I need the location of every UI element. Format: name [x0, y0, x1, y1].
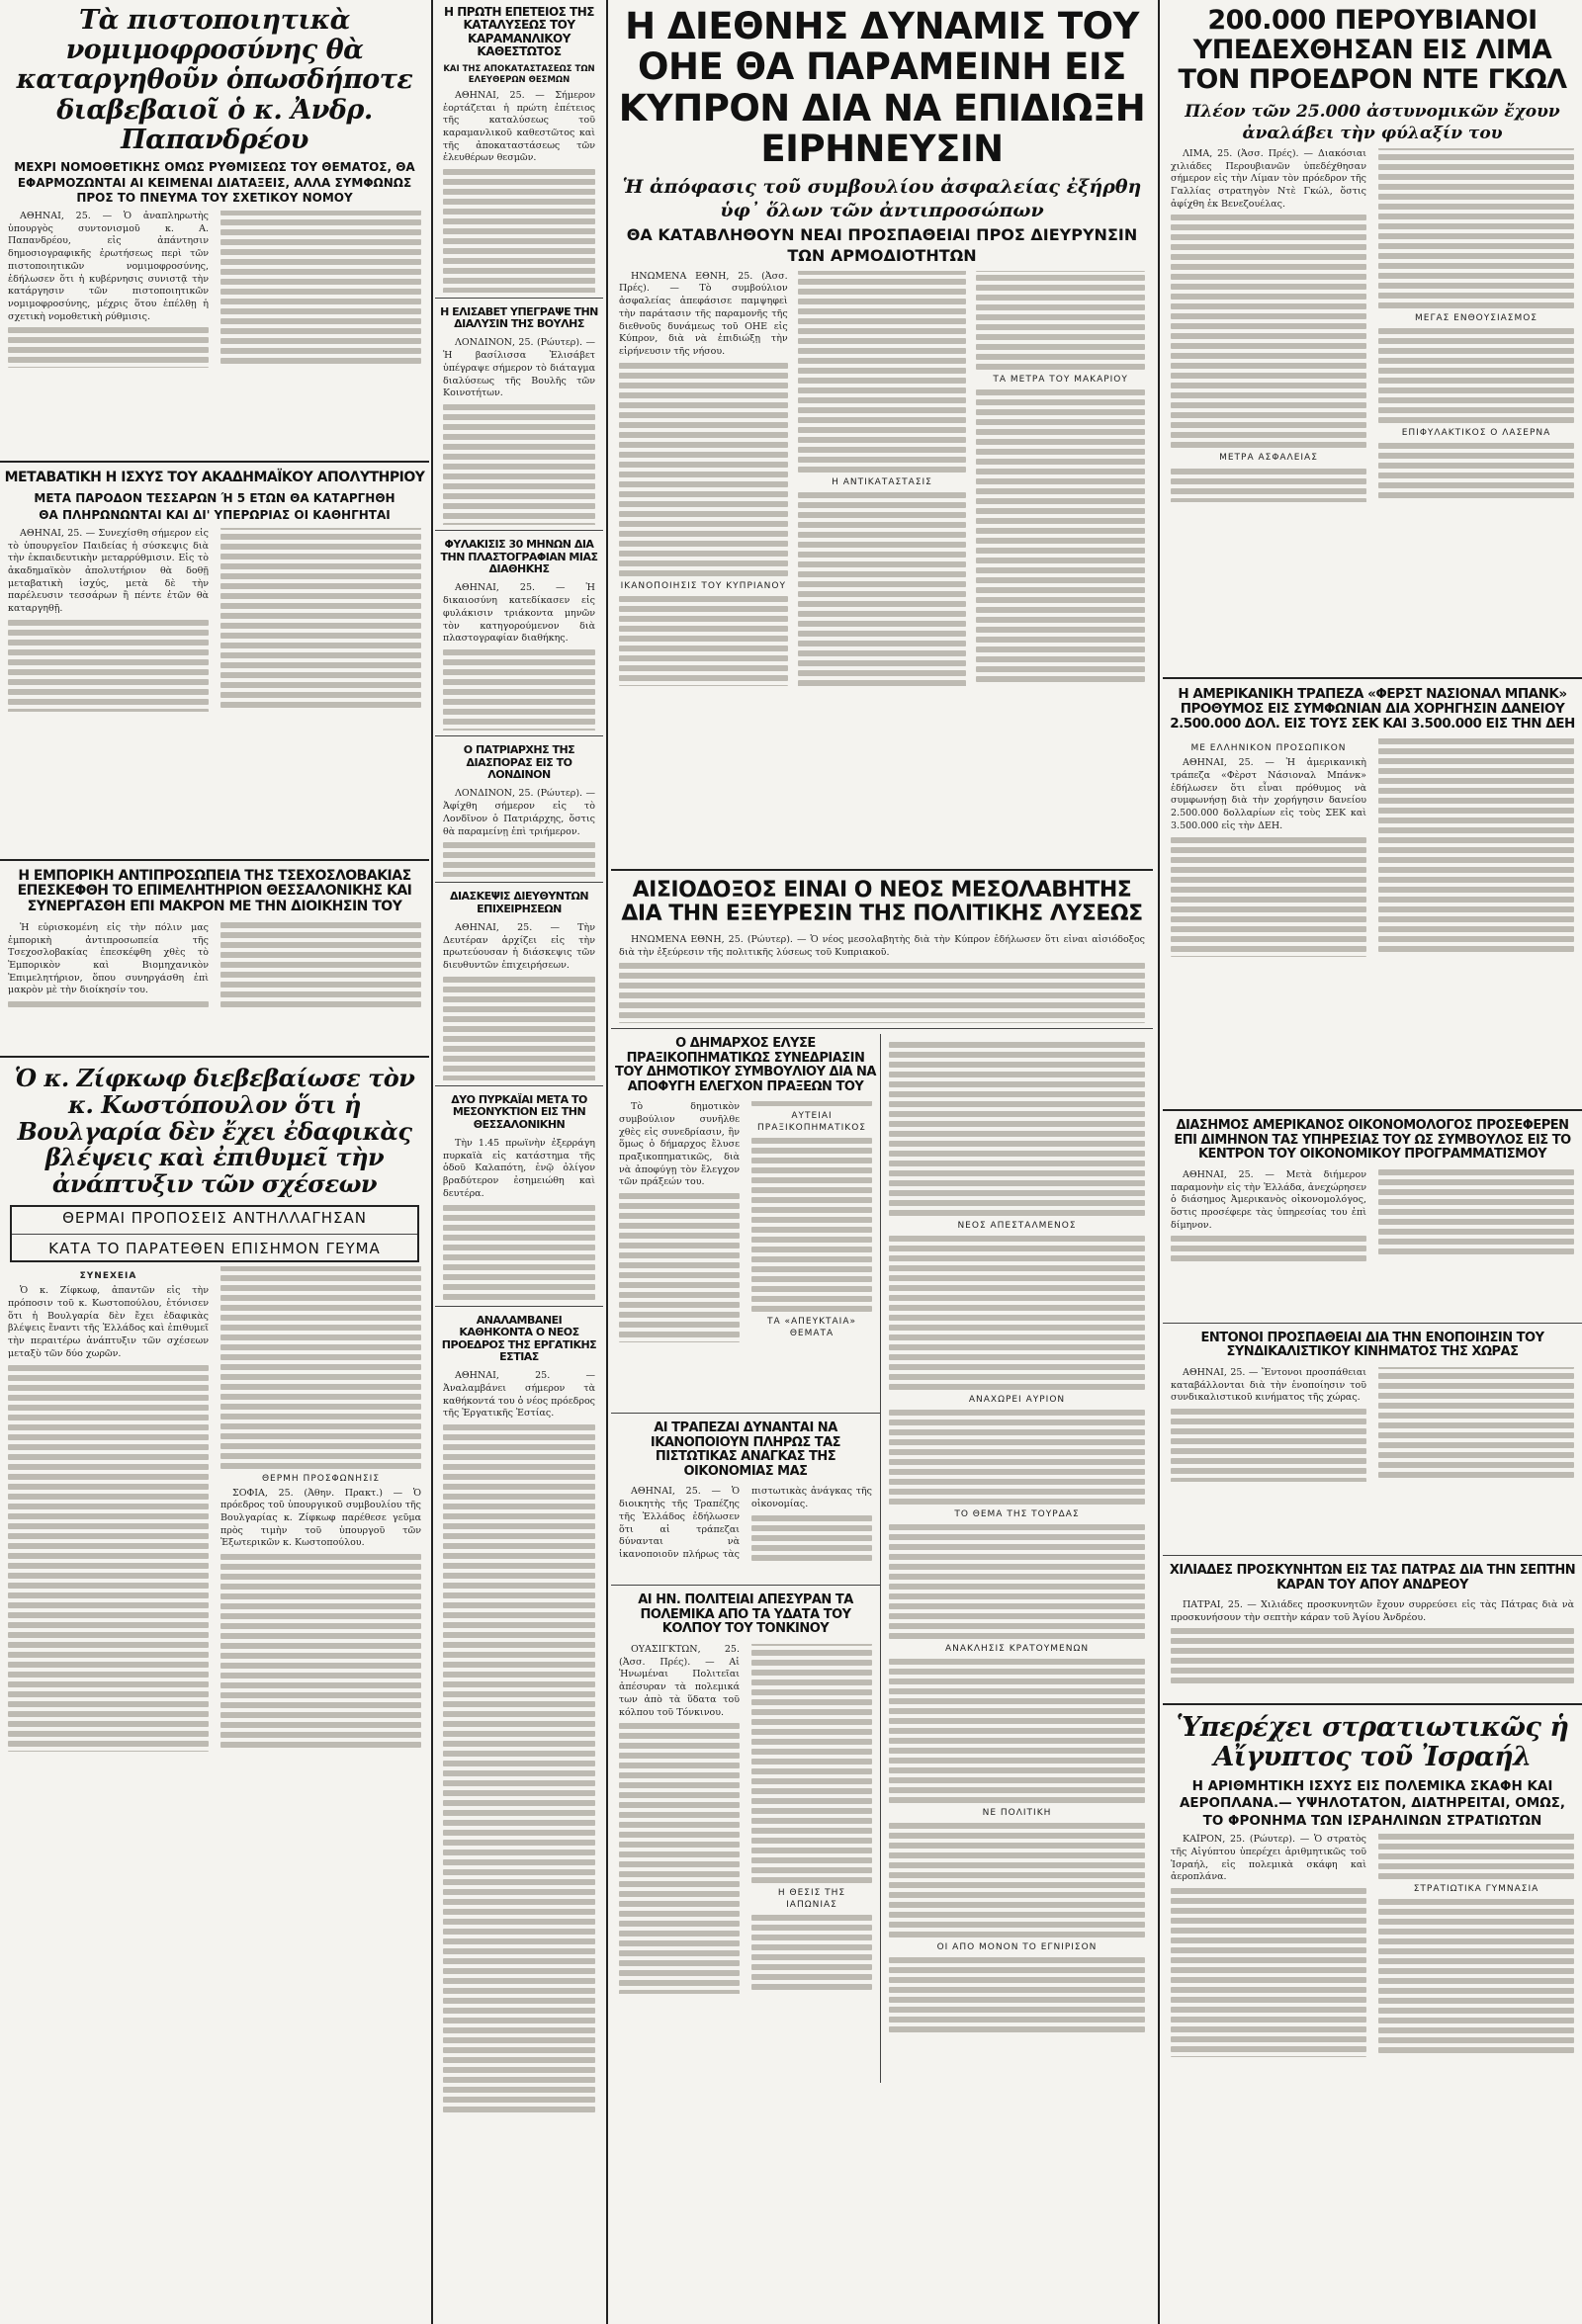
article-text: Ὁ κ. Ζίφκωφ, ἀπαντῶν εἰς τὴν πρόποσιν τοῦ κ. Κωστοπούλου, ἐτόνισεν ὅτι ἡ Βουλγαρία δὲν ἔχει ἐδαφικὰς βλέψεις ἔναντι τῆς Ἑλλάδος καὶ ἐπιθυμεῖ τὴν περαιτέρω ἀνάπτυξιν τῶν σχέσεων μεταξὺ τῶν δύο χωρῶν.	[8, 1285, 209, 1359]
column-rule	[606, 0, 608, 2324]
article-body-unions	[1171, 1367, 1574, 1550]
article-subtitle-egypt: Η ΑΡΙΘΜΗΤΙΚΗ ΙΣΧΥΣ ΕΙΣ ΠΟΛΕΜΙΚΑ ΣΚΑΦΗ ΚΑΙ ΑΕΡΟΠΛΑΝΑ.— ΥΨΗΛΟΤΑΤΟΝ, ΔΙΑΤΗΡΕΙΤΑΙ, ΟΜΩΣ, ΤΟ ΦΡΟΝΗΜΑ ΤΩΝ ΙΣΡΑΗΛΙΝΩΝ ΣΤΡΑΤΙΩΤΩΝ	[1179, 1777, 1566, 1829]
section-minihead: ΜΕ ΕΛΛΗΝΙΚΟΝ ΠΡΟΣΩΠΙΚΟΝ	[1190, 743, 1347, 754]
section-divider	[611, 869, 1153, 871]
article-title-academy: ΜΕΤΑΒΑΤΙΚΗ Η ΙΣΧΥΣ ΤΟΥ ΑΚΑΔΗΜΑΪΚΟΥ ΑΠΟΛΥΤΗΡΙΟΥ	[4, 469, 425, 485]
article-body-patras	[1171, 1599, 1574, 1698]
article-body-mediator	[619, 934, 1145, 1023]
section-minihead: Η ΑΝΤΙΚΑΤΑΣΤΑΣΙΣ	[832, 477, 932, 488]
article-title-loan: Η ΑΜΕΡΙΚΑΝΙΚΗ ΤΡΑΠΕΖΑ «ΦΕΡΣΤ ΝΑΣΙΟΝΑΛ ΜΠΑΝΚ» ΠΡΟΘΥΜΟΣ ΕΙΣ ΣΥΜΦΩΝΙΑΝ ΔΙΑ ΧΟΡΗΓΗΣΙΝ ΔΑΝΕΙΟΥ 2.500.000 ΔΟΛ. ΕΙΣ ΤΟΥΣ ΣΕΚ ΚΑΙ 3.500.000 ΕΙΣ ΤΗΝ ΔΕΗ	[1170, 685, 1575, 732]
article-subtitle-certificates: ΜΕΧΡΙ ΝΟΜΟΘΕΤΙΚΗΣ ΟΜΩΣ ΡΥΘΜΙΣΕΩΣ ΤΟΥ ΘΕΜΑΤΟΣ, ΘΑ ΕΦΑΡΜΟΖΩΝΤΑΙ ΑΙ ΚΕΙΜΕΝΑΙ ΔΙΑΤΑΞΕΙΣ, ΑΛΛΑ ΣΥΜΦΩΝΩΣ ΠΡΟΣ ΤΟ ΠΝΕΥΜΑ ΤΟΥ ΣΧΕΤΙΚΟΥ ΝΟΜΟΥ	[14, 160, 415, 206]
article-text: ΛΟΝΔΙΝΟΝ, 25. (Ρώυτερ). — Ἡ βασίλισσα Ἐλισάβετ ὑπέγραψε σήμερον τὸ διάταγμα διαλύσεως τῆς Βουλῆς τῶν Κοινοτήτων.	[443, 337, 595, 399]
text-lines	[443, 649, 595, 731]
section-divider	[1163, 677, 1582, 679]
section-minihead: ΜΕΓΑΣ ΕΝΘΟΥΣΙΑΣΜΟΣ	[1415, 312, 1538, 323]
text-lines	[619, 963, 1145, 1023]
text-lines	[889, 1236, 1145, 1390]
article-body-queen	[443, 337, 595, 525]
text-lines	[619, 363, 788, 576]
text-lines	[889, 1042, 1145, 1216]
section-divider	[611, 1028, 1153, 1029]
article-body-certificates	[8, 211, 421, 456]
section-divider	[611, 1585, 880, 1586]
article-body-egypt	[1171, 1834, 1574, 2160]
continuation-label: ΣΥΝΕΧΕΙΑ	[79, 1271, 137, 1282]
subtitle-box	[10, 1205, 419, 1262]
section-divider	[1163, 1703, 1582, 1705]
section-divider	[435, 1085, 603, 1086]
column-right	[1163, 0, 1582, 2324]
article-body-workers	[443, 1370, 595, 2181]
article-text: ΑΘΗΝΑΙ, 25. — Τὴν Δευτέραν ἀρχίζει εἰς τὴν πρωτεύουσαν ἡ διάσκεψις τῶν διευθυντῶν ἐπιχειρήσεων.	[443, 921, 595, 972]
column-center	[611, 0, 1153, 2324]
text-lines	[1378, 1899, 1574, 2053]
text-lines	[1378, 443, 1574, 498]
section-divider	[0, 859, 429, 861]
article-text: ΠΑΤΡΑΙ, 25. — Χιλιάδες προσκυνητῶν ἔχουν συρρεύσει εἰς τὰς Πάτρας διὰ νὰ προσκυνήσουν τὴν σεπτὴν κάραν τοῦ Ἁγίου Ἀνδρέου.	[1171, 1599, 1574, 1623]
section-minihead: ΑΝΑΧΩΡΕΙ ΑΥΡΙΟΝ	[968, 1395, 1066, 1406]
column-narrow	[435, 0, 603, 2324]
text-lines	[889, 1823, 1145, 1937]
text-lines	[751, 1915, 872, 1990]
article-title-tonkin: ΑΙ ΗΝ. ΠΟΛΙΤΕΙΑΙ ΑΠΕΣΥΡΑΝ ΤΑ ΠΟΛΕΜΙΚΑ ΑΠΟ ΤΑ ΥΔΑΤΑ ΤΟΥ ΚΟΛΠΟΥ ΤΟΥ ΤΟΝΚΙΝΟΥ	[638, 1592, 853, 1637]
text-lines	[443, 404, 595, 525]
text-lines	[1171, 215, 1366, 448]
section-minihead: ΝΕ ΠΟΛΙΤΙΚΗ	[982, 1808, 1052, 1819]
section-minihead: ΤΑ ΜΕΤΡΑ ΤΟΥ ΜΑΚΑΡΙΟΥ	[993, 375, 1128, 386]
article-title-unions: ΕΝΤΟΝΟΙ ΠΡΟΣΠΑΘΕΙΑΙ ΔΙΑ ΤΗΝ ΕΝΟΠΟΙΗΣΙΝ ΤΟΥ ΣΥΝΔΙΚΑΛΙΣΤΙΚΟΥ ΚΙΝΗΜΑΤΟΣ ΤΗΣ ΧΩΡΑΣ	[1200, 1330, 1544, 1360]
section-divider	[1163, 1555, 1582, 1556]
article-body-un-force	[619, 271, 1145, 864]
text-lines	[889, 1659, 1145, 1803]
article-subtitle-academy: ΜΕΤΑ ΠΑΡΟΔΟΝ ΤΕΣΣΑΡΩΝ Ή 5 ΕΤΩΝ ΘΑ ΚΑΤΑΡΓΗΘΗ	[34, 490, 396, 505]
article-text: ΣΟΦΙΑ, 25. (Ἀθην. Πρακτ.) — Ὁ πρόεδρος τοῦ ὑπουργικοῦ συμβουλίου τῆς Βουλγαρίας κ. Ζίφκωφ παρέθεσε γεῦμα πρὸς τιμὴν τοῦ ὑπουργοῦ τῶν Ἐξωτερικῶν κ. Κωστοπούλου.	[220, 1487, 421, 1549]
article-title-certificates: Τὰ πιστοποιητικὰ νομιμοφροσύνης θὰ καταργηθοῦν ὁπωσδήποτε διαβεβαιοῖ ὁ κ. Ἀνδρ. Παπανδρέου	[16, 5, 413, 155]
section-divider	[1163, 1323, 1582, 1324]
article-title-peru: 200.000 ΠΕΡΟΥΒΙΑΝΟΙ ΥΠΕΔΕΧΘΗΣΑΝ ΕΙΣ ΛΙΜΑ ΤΟΝ ΠΡΟΕΔΡΟΝ ΝΤΕ ΓΚΩΛ	[1178, 5, 1567, 96]
section-divider	[435, 735, 603, 736]
article-body-prison	[443, 582, 595, 731]
section-minihead: ΑΥΤΕΙΑΙ ΠΡΑΞΙΚΟΠΗΜΑΤΙΚΟΣ	[757, 1111, 866, 1134]
section-minihead: ΟΙ ΑΠΟ ΜΟΝΟΝ ΤΟ ΕΓΝΙΡΙΣΟΝ	[936, 1942, 1098, 1953]
section-divider	[435, 298, 603, 299]
section-minihead: ΕΠΙΦΥΛΑΚΤΙΚΟΣ Ο ΛΑΣΕΡΝΑ	[1401, 427, 1551, 438]
article-body-cyprus-continued	[889, 1038, 1145, 2036]
column-left	[0, 0, 429, 2324]
column-rule	[1158, 0, 1160, 2324]
article-title-queen: Η ΕΛΙΣΑΒΕΤ ΥΠΕΓΡΑΨΕ ΤΗΝ ΔΙΑΛΥΣΙΝ ΤΗΣ ΒΟΥΛΗΣ	[440, 304, 598, 331]
article-text: Ἡ εὑρισκομένη εἰς τὴν πόλιν μας ἐμπορικὴ ἀντιπροσωπεία τῆς Τσεχοσλοβακίας ἐπεσκέφθη χθὲς τὸ Ἐμπορικὸν καὶ Βιομηχανικὸν Ἐπιμελητήριον, ὅπου συνηργάσθη ἐπὶ μακρὸν μὲ τὴν διοίκησίν του.	[8, 921, 209, 996]
article-title-un-force: Η ΔΙΕΘΝΗΣ ΔΥΝΑΜΙΣ ΤΟΥ ΟΗΕ ΘΑ ΠΑΡΑΜΕΙΝΗ ΕΙΣ ΚΥΠΡΟΝ ΔΙΑ ΝΑ ΕΠΙΔΙΩΞΗ ΕΙΡΗΝΕΥΣΙΝ	[618, 5, 1146, 171]
article-text: ΑΘΗΝΑΙ, 25. — Ἀναλαμβάνει σήμερον τὰ καθήκοντά του ὁ νέος πρόεδρος τῆς Ἐργατικῆς Ἑστίας.	[443, 1370, 595, 1420]
article-title-czech: Η ΕΜΠΟΡΙΚΗ ΑΝΤΙΠΡΟΣΩΠΕΙΑ ΤΗΣ ΤΣΕΧΟΣΛΟΒΑΚΙΑΣ ΕΠΕΣΚΕΦΘΗ ΤΟ ΕΠΙΜΕΛΗΤΗΡΙΟΝ ΘΕΣΣΑΛΟΝΙΚΗΣ ΚΑΙ ΣΥΝΕΡΓΑΣΘΗ ΕΠΙ ΜΑΚΡΟΝ ΜΕ ΤΗΝ ΔΙΟΙΚΗΣΙΝ ΤΟΥ	[17, 867, 412, 915]
article-text: ΑΘΗΝΑΙ, 25. — Συνεχίσθη σήμερον εἰς τὸ ὑπουργεῖον Παιδείας ἡ σύσκεψις διὰ τὴν ἐκπαιδευτικὴν μεταρρύθμισιν. Εἰς τὸ ἀκαδημαϊκὸν ἀπολυτήριον θὰ δοθῇ μεταβατικὴ ἰσχύς, μετὰ δὲ τὴν παρέλευσιν τεσσάρων ἢ πέντε ἐτῶν θὰ καταργηθῇ.	[8, 527, 209, 615]
article-body-peru	[1171, 148, 1574, 672]
text-lines	[220, 1554, 421, 1748]
article-title-managers: ΔΙΑΣΚΕΨΙΣ ΔΙΕΥΘΥΝΤΩΝ ΕΠΙΧΕΙΡΗΣΕΩΝ	[449, 890, 589, 915]
text-lines	[1378, 328, 1574, 423]
article-body-czech	[8, 922, 421, 1051]
text-lines	[443, 1424, 595, 2112]
article-title-mediator: ΑΙΣΙΟΔΟΞΟΣ ΕΙΝΑΙ Ο ΝΕΟΣ ΜΕΣΟΛΑΒΗΤΗΣ ΔΙΑ ΤΗΝ ΕΞΕΥΡΕΣΙΝ ΤΗΣ ΠΟΛΙΤΙΚΗΣ ΛΥΣΕΩΣ	[621, 877, 1143, 927]
article-title-patras: ΧΙΛΙΑΔΕΣ ΠΡΟΣΚΥΝΗΤΩΝ ΕΙΣ ΤΑΣ ΠΑΤΡΑΣ ΔΙΑ ΤΗΝ ΣΕΠΤΗΝ ΚΑΡΑΝ ΤΟΥ ΑΠΟΥ ΑΝΔΡΕΟΥ	[1169, 1562, 1576, 1592]
section-minihead: ΜΕΤΡΑ ΑΣΦΑΛΕΙΑΣ	[1219, 453, 1318, 464]
text-lines	[751, 1515, 872, 1561]
section-minihead: ΙΚΑΝΟΠΟΙΗΣΙΣ ΤΟΥ ΚΥΠΡΙΑΝΟΥ	[620, 580, 786, 591]
article-text: ΑΘΗΝΑΙ, 25. — Ὁ διοικητὴς τῆς Τραπέζης τῆς Ἑλλάδος ἐδήλωσεν ὅτι αἱ τράπεζαι δύνανται νὰ ἱκανοποιοῦν πλήρως τὰς πιστωτικὰς ἀνάγκας τῆς οἰκονομίας.	[619, 1486, 872, 1560]
section-minihead: Η ΘΕΣΙΣ ΤΗΣ ΙΑΠΩΝΙΑΣ	[777, 1888, 846, 1911]
article-text: Τὴν 1.45 πρωϊνὴν ἐξερράγη πυρκαϊὰ εἰς κατάστημα τῆς ὁδοῦ Καλαπότη, ἐνῷ ὀλίγον βραδύτερον ἐσημειώθη καὶ δευτέρα.	[443, 1137, 595, 1199]
article-body-banks	[619, 1486, 872, 1580]
section-minihead: ΤΟ ΘΕΜΑ ΤΗΣ ΤΟΥΡΔΑΣ	[954, 1509, 1080, 1520]
center-lower-right	[881, 1034, 1153, 2083]
section-minihead: ΣΤΡΑΤΙΩΤΙΚΑ ΓΥΜΝΑΣΙΑ	[1413, 1883, 1539, 1894]
article-subtitle-security-council: Ἡ ἀπόφασις τοῦ συμβουλίου ἀσφαλείας ἐξήρθη ὑφ᾽ ὅλων τῶν ἀντιπροσώπων	[622, 175, 1142, 222]
article-text: ΑΘΗΝΑΙ, 25. — Ὁ ἀναπληρωτὴς ὑπουργὸς συντονισμοῦ κ. Α. Παπανδρέου, εἰς ἀπάντησιν δημοσιογραφικῆς ἐρωτήσεως περὶ τῶν πιστοποιητικῶν νομιμοφροσύνης, ἐδήλωσεν ὅτι ἡ κυβέρνησις συνιστᾷ τὴν κατάργησιν τῶν πιστοποιητικῶν νομιμοφροσύνης, μέχρις ὅτου ἐπέλθῃ ἡ σχετικὴ νομοθετικὴ ρύθμισις.	[8, 210, 209, 322]
article-body-fires	[443, 1138, 595, 1301]
article-text: ΑΘΗΝΑΙ, 25. — Σήμερον ἑορτάζεται ἡ πρώτη ἐπέτειος τῆς καταλύσεως τοῦ καραμανλικοῦ καθεστῶτος καὶ τῆς ἀποκαταστάσεως τῶν ἐλευθέρων θεσμῶν.	[443, 89, 595, 164]
article-text: ΑΘΗΝΑΙ, 25. — Μετὰ διήμερον παραμονὴν εἰς τὴν Ἑλλάδα, ἀνεχώρησεν ὁ διάσημος Ἀμερικανὸς οἰκονομολόγος, ὅστις προσέφερε τὰς ὑπηρεσίας του ἐπὶ δίμηνον.	[1171, 1168, 1366, 1231]
text-lines	[1171, 1628, 1574, 1683]
article-text: ΗΝΩΜΕΝΑ ΕΘΝΗ, 25. (Ἀσσ. Πρές). — Τὸ συμβούλιον ἀσφαλείας ἀπεφάσισε παμψηφεὶ τὴν παράτασιν τῆς παραμονῆς τῆς διεθνοῦς δυνάμεως τοῦ ΟΗΕ εἰς Κύπρον, διὰ νὰ ἐπιδιώξῃ τὴν εἰρήνευσιν τῆς νήσου.	[619, 270, 788, 358]
center-lower-left	[611, 1034, 881, 2083]
article-title-fires: ΔΥΟ ΠΥΡΚΑΪΑΙ ΜΕΤΑ ΤΟ ΜΕΣΟΝΥΚΤΙΟΝ ΕΙΣ ΤΗΝ ΘΕΣΣΑΛΟΝΙΚΗΝ	[451, 1092, 587, 1131]
text-lines	[443, 842, 595, 877]
article-subtitle-academy-2: ΘΑ ΠΛΗΡΩΝΩΝΤΑΙ ΚΑΙ ΔΙ' ΥΠΕΡΩΡΙΑΣ ΟΙ ΚΑΘΗΓΗΤΑΙ	[39, 508, 391, 523]
article-title-bulgaria: Ὁ κ. Ζίφκωφ διεβεβαίωσε τὸν κ. Κωστόπουλον ὅτι ἡ Βουλγαρία δὲν ἔχει ἐδαφικὰς βλέψεις καὶ ἐπιθυμεῖ τὴν ἀνάπτυξιν τῶν σχέσεων	[14, 1063, 415, 1199]
article-subtitle-anniversary: ΚΑΙ ΤΗΣ ΑΠΟΚΑΤΑΣΤΑΣΕΩΣ ΤΩΝ ΕΛΕΥΘΕΡΩΝ ΘΕΣΜΩΝ	[443, 63, 595, 85]
section-divider	[611, 1413, 880, 1414]
article-subtitle-powers: ΘΑ ΚΑΤΑΒΛΗΘΟΥΝ ΝΕΑΙ ΠΡΟΣΠΑΘΕΙΑΙ ΠΡΟΣ ΔΙΕΥΡΥΝΣΙΝ ΤΩΝ ΑΡΜΟΔΙΟΤΗΤΩΝ	[626, 225, 1138, 265]
article-body-anniversary	[443, 90, 595, 293]
article-text: ΚΑΪΡΟΝ, 25. (Ρώυτερ). — Ὁ στρατὸς τῆς Αἰγύπτου ὑπερέχει ἀριθμητικῶς τοῦ Ἰσραήλ, εἰς πολεμικὰ σκάφη καὶ ἀεροπλάνα.	[1171, 1834, 1366, 1883]
article-subtitle-police: Πλέον τῶν 25.000 ἀστυνομικῶν ἔχουν ἀναλάβει τὴν φύλαξίν του	[1185, 101, 1560, 143]
text-lines	[751, 1138, 872, 1312]
article-body-academy	[8, 528, 421, 854]
column-rule	[431, 0, 433, 2324]
text-lines	[889, 1957, 1145, 2036]
box-divider	[12, 1234, 417, 1235]
section-minihead: ΝΕΟΣ ΑΠΕΣΤΑΛΜΕΝΟΣ	[957, 1220, 1077, 1231]
section-divider	[0, 1056, 429, 1058]
article-text: ΛΙΜΑ, 25. (Ἀσσ. Πρές). — Διακόσιαι χιλιάδες Περουβιανῶν ὑπεδέχθησαν σήμερον εἰς τὴν Λίμαν τὸν πρόεδρον τῆς Γαλλίας στρατηγὸν Ντὲ Γκώλ, ὅστις ἀφίχθη ἐκ Βενεζουέλας.	[1171, 147, 1366, 210]
article-body-patriarch	[443, 788, 595, 877]
text-lines	[889, 1410, 1145, 1505]
section-minihead: ΘΕΡΜΗ ΠΡΟΣΦΩΝΗΣΙΣ	[261, 1473, 381, 1484]
center-lower-split	[611, 1034, 1153, 2083]
article-body-economist	[1171, 1169, 1574, 1318]
article-subtitle-toasts: ΘΕΡΜΑΙ ΠΡΟΠΟΣΕΙΣ ΑΝΤΗΛΛΑΓΗΣΑΝ	[62, 1209, 367, 1228]
article-text: ΟΥΑΣΙΓΚΤΩΝ, 25. (Ἀσσ. Πρές). — Αἱ Ἡνωμέναι Πολιτεῖαι ἀπέσυραν τὰ πολεμικά των ἀπὸ τὰ ὕδατα τοῦ κόλπου τοῦ Τόνκινου.	[619, 1643, 740, 1718]
text-lines	[443, 169, 595, 293]
text-lines	[443, 1205, 595, 1301]
section-divider	[435, 882, 603, 883]
article-title-prison: ΦΥΛΑΚΙΣΙΣ 30 ΜΗΝΩΝ ΔΙΑ ΤΗΝ ΠΛΑΣΤΟΓΡΑΦΙΑΝ ΜΙΑΣ ΔΙΑΘΗΚΗΣ	[440, 538, 598, 576]
article-title-patriarch: Ο ΠΑΤΡΙΑΡΧΗΣ ΤΗΣ ΔΙΑΣΠΟΡΑΣ ΕΙΣ ΤΟ ΛΟΝΔΙΝΟΝ	[463, 743, 575, 782]
article-text: ΑΘΗΝΑΙ, 25. — Ἡ ἀμερικανικὴ τράπεζα «Φὲρστ Νάσιοναλ Μπάνκ» ἐδήλωσεν ὅτι εἶναι πρόθυμος νὰ συμφωνήσῃ διὰ τὴν χορήγησιν δανείου 2.500.000 δολλαρίων εἰς τοὺς ΣΕΚ καὶ 3.500.000 εἰς τὴν ΔΕΗ.	[1171, 757, 1366, 831]
article-title-workers: ΑΝΑΛΑΜΒΑΝΕΙ ΚΑΘΗΚΟΝΤΑ Ο ΝΕΟΣ ΠΡΟΕΔΡΟΣ ΤΗΣ ΕΡΓΑΤΙΚΗΣ ΕΣΤΙΑΣ	[441, 1313, 597, 1363]
article-text: ΛΟΝΔΙΝΟΝ, 25. (Ρώυτερ). — Ἀφίχθη σήμερον εἰς τὸ Λονδῖνον ὁ Πατριάρχης, ὅστις θὰ παραμείνῃ ἐπὶ τριήμερον.	[443, 788, 595, 837]
article-title-anniversary: Η ΠΡΩΤΗ ΕΠΕΤΕΙΟΣ ΤΗΣ ΚΑΤΑΛΥΣΕΩΣ ΤΟΥ ΚΑΡΑΜΑΝΛΙΚΟΥ ΚΑΘΕΣΤΩΤΟΣ	[444, 5, 594, 59]
section-divider	[1163, 1109, 1582, 1111]
article-text: ΑΘΗΝΑΙ, 25. — Ἡ δικαιοσύνη κατεδίκασεν εἰς φυλάκισιν τριάκοντα μηνῶν τὸν κατηγορούμενον διὰ πλαστογραφίαν διαθήκης.	[443, 582, 595, 645]
article-body-tonkin	[619, 1644, 872, 2079]
article-title-egypt: Ὑπερέχει στρατιωτικῶς ἡ Αἴγυπτος τοῦ Ἰσραήλ	[1176, 1712, 1569, 1773]
text-lines	[443, 977, 595, 1080]
article-body-loan	[1171, 738, 1574, 1104]
article-text: ΗΝΩΜΕΝΑ ΕΘΝΗ, 25. (Ρώυτερ). — Ὁ νέος μεσολαβητὴς διὰ τὴν Κύπρον ἐδήλωσεν ὅτι εἶναι αἰσιόδοξος διὰ τὴν ἐξεύρεσιν τῆς πολιτικῆς λύσεως τοῦ Κυπριακοῦ.	[619, 933, 1145, 958]
section-minihead: ΤΑ «ΑΠΕΥΚΤΑΙΑ» ΘΕΜΑΤΑ	[766, 1317, 856, 1339]
section-divider	[0, 461, 429, 463]
article-body-bulgaria	[8, 1266, 421, 2097]
article-body-managers	[443, 922, 595, 1080]
article-title-economist: ΔΙΑΣΗΜΟΣ ΑΜΕΡΙΚΑΝΟΣ ΟΙΚΟΝΟΜΟΛΟΓΟΣ ΠΡΟΣΕΦΕΡΕΝ ΕΠΙ ΔΙΜΗΝΟΝ ΤΑΣ ΥΠΗΡΕΣΙΑΣ ΤΟΥ ΩΣ ΣΥΜΒΟΥΛΟΣ ΕΙΣ ΤΟ ΚΕΝΤΡΟΝ ΤΟΥ ΟΙΚΟΝΟΜΙΚΟΥ ΠΡΟΓΡΑΜΜΑΤΙΣΜΟΥ	[1174, 1118, 1571, 1162]
section-divider	[435, 1306, 603, 1307]
article-text: Τὸ δημοτικὸν συμβούλιον συνῆλθε χθὲς εἰς συνεδρίασιν, ἣν ὅμως ὁ δήμαρχος ἔλυσε πραξικοπηματικῶς, διὰ νὰ ἀποφύγῃ τὸν ἔλεγχον τῶν πράξεών του.	[619, 1101, 740, 1188]
article-body-mayor	[619, 1101, 872, 1408]
article-title-mayor: Ο ΔΗΜΑΡΧΟΣ ΕΛΥΣΕ ΠΡΑΞΙΚΟΠΗΜΑΤΙΚΩΣ ΣΥΝΕΔΡΙΑΣΙΝ ΤΟΥ ΔΗΜΟΤΙΚΟΥ ΣΥΜΒΟΥΛΙΟΥ ΔΙΑ ΝΑ ΑΠΟΦΥΓΗ ΕΛΕΓΧΟΝ ΠΡΑΞΕΩΝ ΤΟΥ	[615, 1035, 876, 1094]
text-lines	[889, 1524, 1145, 1639]
article-subtitle-dinner: ΚΑΤΑ ΤΟ ΠΑΡΑΤΕΘΕΝ ΕΠΙΣΗΜΟΝ ΓΕΥΜΑ	[48, 1239, 381, 1257]
article-title-banks: ΑΙ ΤΡΑΠΕΖΑΙ ΔΥΝΑΝΤΑΙ ΝΑ ΙΚΑΝΟΠΟΙΟΥΝ ΠΛΗΡΩΣ ΤΑΣ ΠΙΣΤΩΤΙΚΑΣ ΑΝΑΓΚΑΣ ΤΗΣ ΟΙΚΟΝΟΜΙΑΣ ΜΑΣ	[650, 1420, 841, 1479]
article-text: ΑΘΗΝΑΙ, 25. — Ἔντονοι προσπάθειαι καταβάλλονται διὰ τὴν ἑνοποίησιν τοῦ συνδικαλιστικοῦ κινήματος τῆς χώρας.	[1171, 1366, 1366, 1404]
text-lines	[976, 389, 1145, 682]
section-minihead: ΑΝΑΚΛΗΣΙΣ ΚΡΑΤΟΥΜΕΝΩΝ	[944, 1644, 1090, 1655]
section-divider	[435, 530, 603, 531]
